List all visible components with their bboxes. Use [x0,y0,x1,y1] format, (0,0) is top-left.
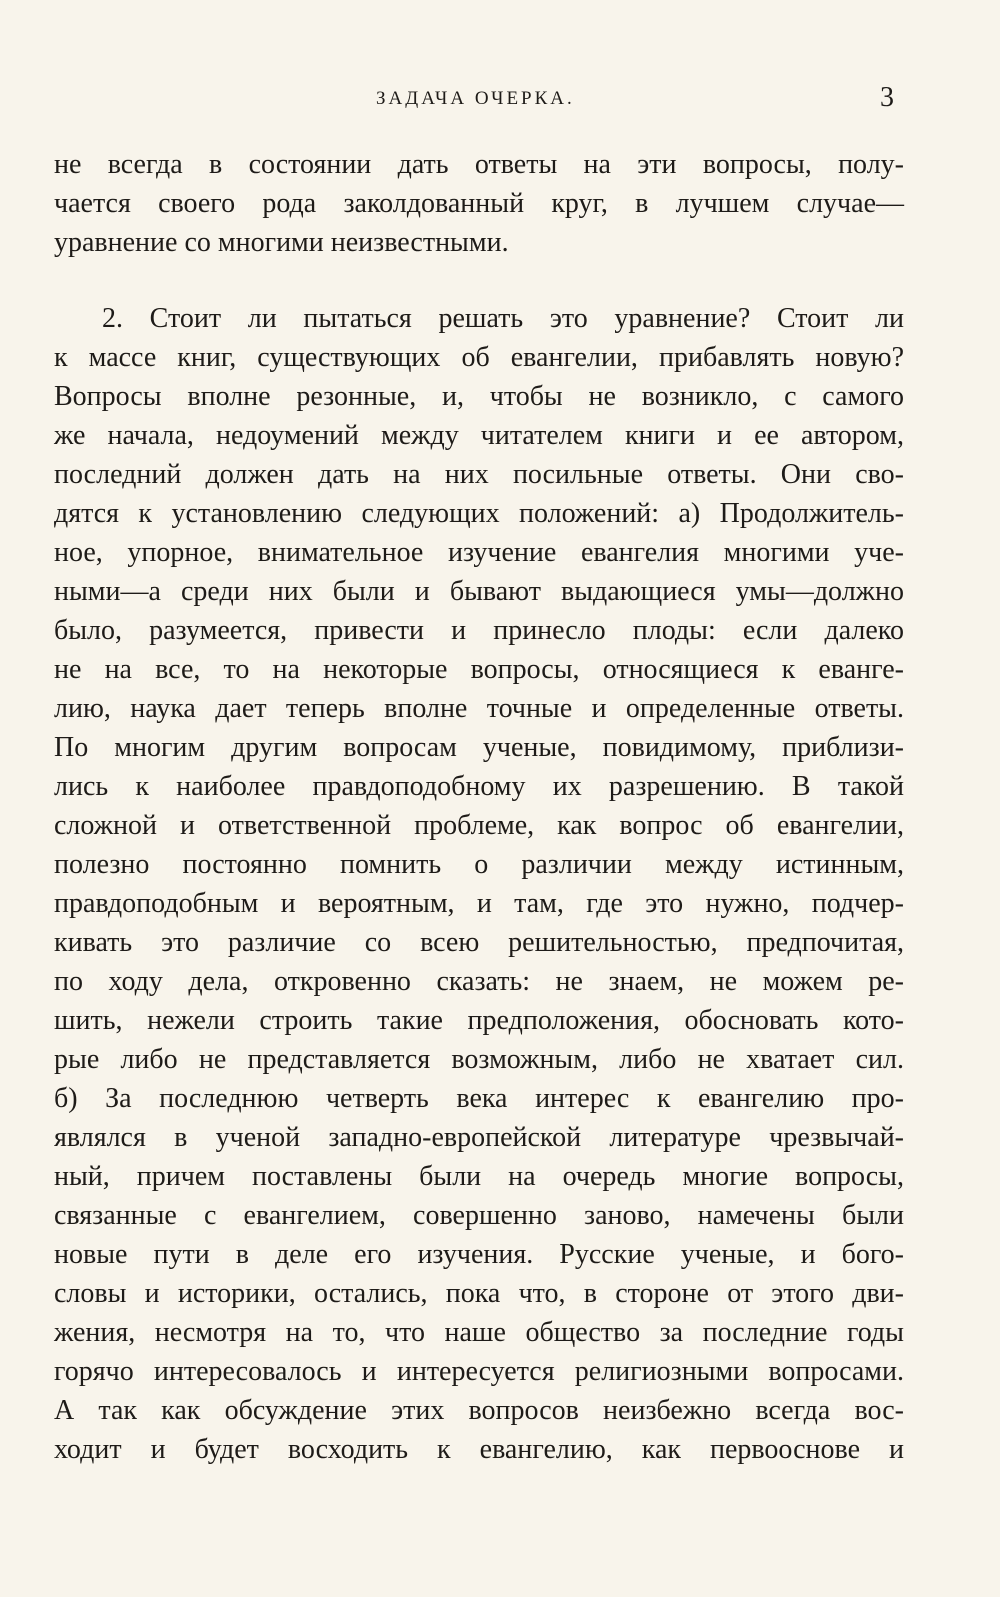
text-line: последний должен дать на них посильные ответы. Они сво- [54,459,904,490]
text-line: полезно постоянно помнить о различии между истинным, [54,849,904,880]
text-line: дятся к установлению следующих положений: а) Продолжитель- [54,498,904,529]
text-line: было, разумеется, привести и принесло плоды: если далеко [54,615,904,646]
text-line: к массе книг, существующих об евангелии, прибавлять новую? [54,342,904,373]
text-line: чается своего рода заколдованный круг, в лучшем случае— [54,188,904,219]
text-line: ходит и будет восходить к евангелию, как первооснове и [54,1434,904,1465]
text-line: являлся в ученой западно-европейской литературе чрезвычай- [54,1122,904,1153]
text-line: по ходу дела, откровенно сказать: не знаем, не можем ре- [54,966,904,997]
text-line: сложной и ответственной проблеме, как вопрос об евангелии, [54,810,904,841]
text-line: новые пути в деле его изучения. Русские ученые, и бого- [54,1239,904,1270]
text-line: правдоподобным и вероятным, и там, где это нужно, подчер- [54,888,904,919]
text-line: лию, наука дает теперь вполне точные и определенные ответы. [54,693,904,724]
text-line: связанные с евангелием, совершенно заново, намечены были [54,1200,904,1231]
text-line: А так как обсуждение этих вопросов неизбежно всегда вос- [54,1395,904,1426]
text-line: же начала, недоумений между читателем книги и ее автором, [54,420,904,451]
text-line: б) За последнюю четверть века интерес к евангелию про- [54,1083,904,1114]
running-head [0,82,1000,116]
text-line: словы и историки, остались, пока что, в стороне от этого дви- [54,1278,904,1309]
text-line: жения, несмотря на то, что наше общество за последние годы [54,1317,904,1348]
text-line: шить, нежели строить такие предположения, обосновать кото- [54,1005,904,1036]
text-line: ное, упорное, внимательное изучение евангелия многими уче- [54,537,904,568]
text-line: ный, причем поставлены были на очередь многие вопросы, [54,1161,904,1192]
text-line: не на все, то на некоторые вопросы, относящиеся к еванге- [54,654,904,685]
text-line: По многим другим вопросам ученые, повидимому, приблизи- [54,732,904,763]
text-line: лись к наиболее правдоподобному их разрешению. В такой [54,771,904,802]
text-line: горячо интересовалось и интересуется религиозными вопросами. [54,1356,904,1387]
text-line: кивать это различие со всею решительностью, предпочитая, [54,927,904,958]
text-line: Вопросы вполне резонные, и, чтобы не возникло, с самого [54,381,904,412]
page-number: 3 [880,82,894,113]
text-line: ными—а среди них были и бывают выдающиеся умы—должно [54,576,904,607]
text-line: рые либо не представляется возможным, либо не хватает сил. [54,1044,904,1075]
running-title: ЗАДАЧА ОЧЕРКА. [376,88,575,109]
text-line: уравнение со многими неизвестными. [54,227,509,258]
text-line: 2. Стоит ли пытаться решать это уравнение? Стоит ли [102,303,904,334]
text-line: не всегда в состоянии дать ответы на эти вопросы, полу- [54,149,904,180]
